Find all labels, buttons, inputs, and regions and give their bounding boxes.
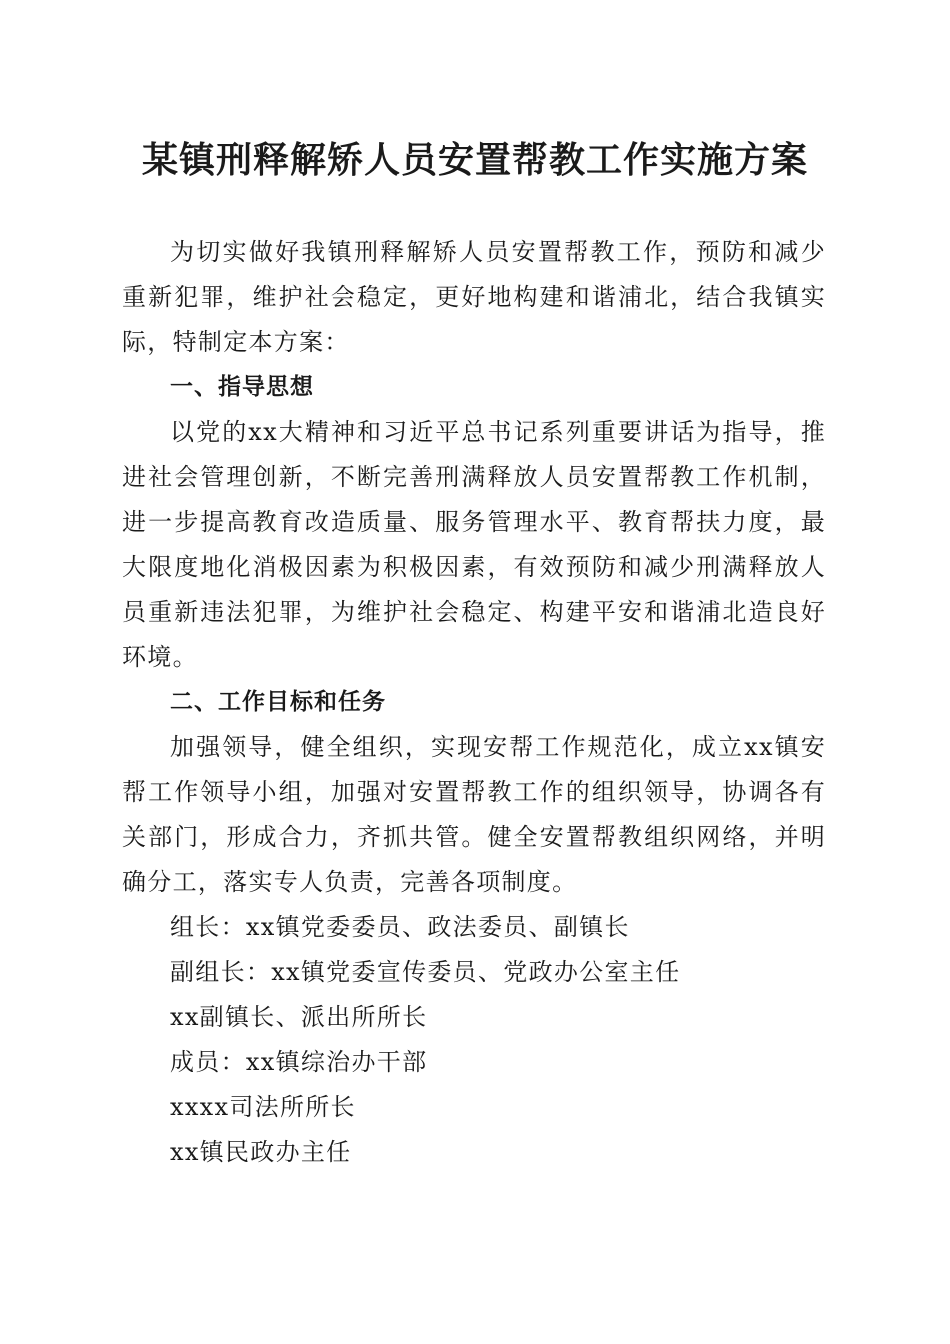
document-body <box>122 230 826 1175</box>
section-heading-guiding-ideology: 一、指导思想 <box>170 374 314 400</box>
member-line-leader: 组长：xx镇党委委员、政法委员、副镇长 <box>170 913 630 941</box>
section-paragraph-goals-and-tasks: 加强领导，健全组织，实现安帮工作规范化，成立xx镇安帮工作领导小组，加强对安置帮教工作的组织领导，协调各有关部门，形成合力，齐抓共管。健全安置帮教组织网络，并明确分工，落实专人负责，完善各项制度。 <box>122 733 826 896</box>
section-heading-goals-and-tasks: 二、工作目标和任务 <box>170 689 386 715</box>
member-line-justice-office: xxxx司法所所长 <box>170 1093 356 1121</box>
section-paragraph-guiding-ideology: 以党的xx大精神和习近平总书记系列重要讲话为指导，推进社会管理创新，不断完善刑满释放人员安置帮教工作机制，进一步提高教育改造质量、服务管理水平、教育帮扶力度，最大限度地化消极因素为积极因素，有效预防和减少刑满释放人员重新违法犯罪，为维护社会稳定、构建平安和谐浦北造良好环境。 <box>122 418 826 671</box>
document-title: 某镇刑释解矫人员安置帮教工作实施方案 <box>141 139 808 181</box>
member-line-deputy-leader: 副组长：xx镇党委宣传委员、党政办公室主任 <box>170 958 681 986</box>
member-line-deputy-leader-2: xx副镇长、派出所所长 <box>170 1003 428 1031</box>
member-line-members: 成员：xx镇综治办干部 <box>170 1048 428 1076</box>
member-line-civil-affairs: xx镇民政办主任 <box>170 1138 352 1166</box>
intro-paragraph: 为切实做好我镇刑释解矫人员安置帮教工作，预防和减少重新犯罪，维护社会稳定，更好地构建和谐浦北，结合我镇实际，特制定本方案： <box>122 238 826 356</box>
